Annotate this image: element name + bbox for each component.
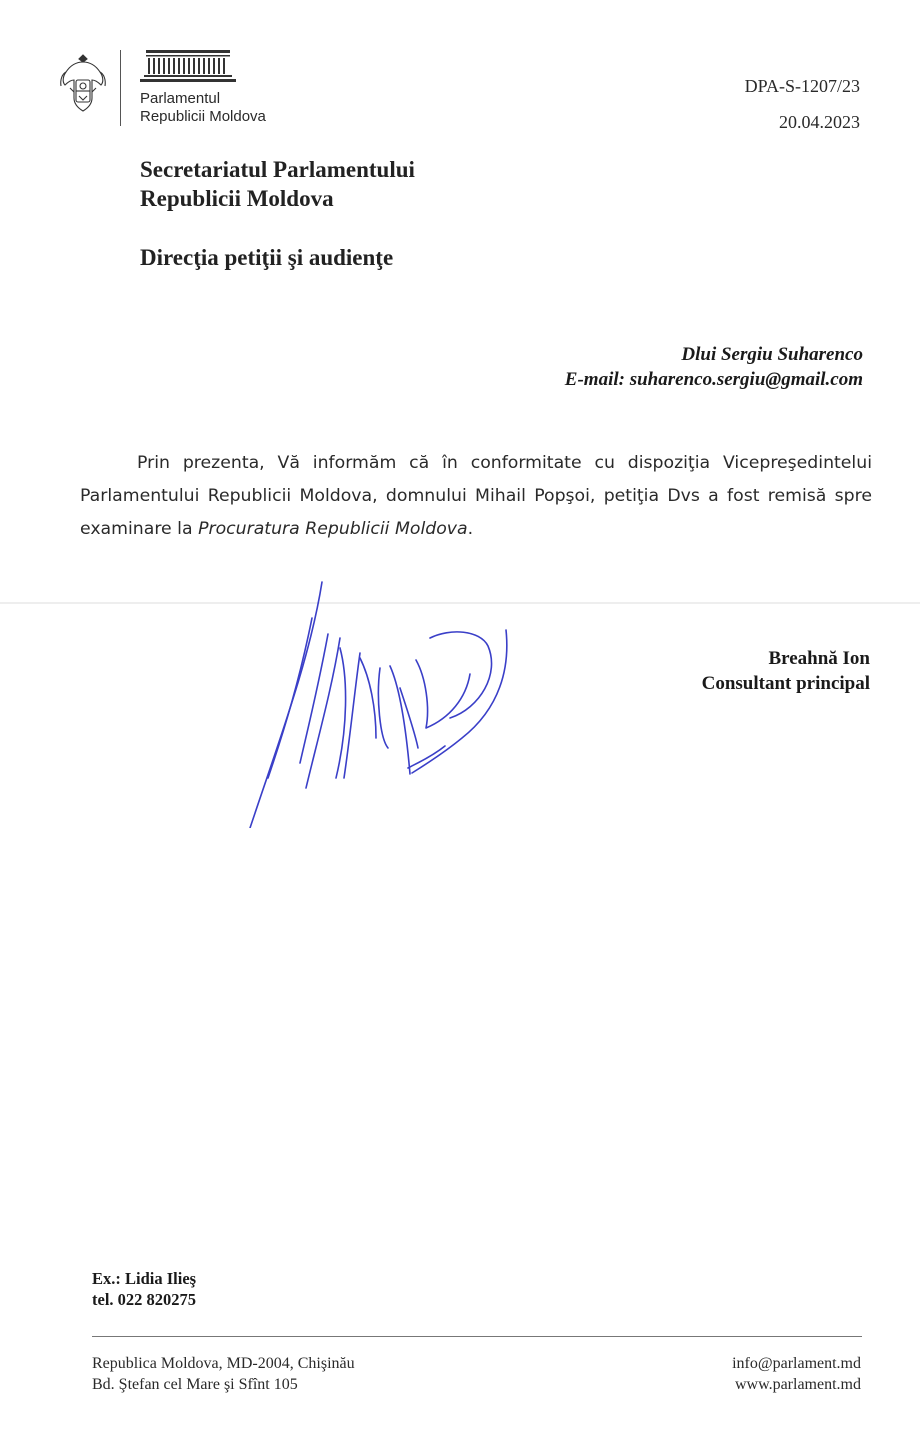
footer-address-line2: Bd. Ştefan cel Mare şi Sfînt 105 — [92, 1376, 298, 1393]
coat-of-arms-icon — [58, 52, 108, 114]
footer-website-link[interactable]: www.parlament.md — [734, 1376, 861, 1393]
document-reference — [745, 68, 860, 140]
secretariat-title-line2: Republicii Moldova — [140, 186, 334, 211]
footer-address-line1: Republica Moldova, MD-2004, Chişinău — [92, 1355, 355, 1372]
parliament-building-icon — [140, 48, 236, 82]
addressee-block — [565, 342, 863, 392]
institution-name-line2: Republicii Moldova — [140, 108, 266, 125]
footer-email-link[interactable]: info@parlament.md — [732, 1355, 861, 1372]
directorate-title: Direcţia petiţii şi audienţe — [140, 245, 394, 270]
handwritten-signature — [240, 578, 540, 828]
executor-phone: tel. 022 820275 — [92, 1290, 197, 1309]
body-text-end: . — [467, 519, 474, 539]
addressee-name: Dlui Sergiu Suharenco — [681, 344, 863, 365]
institution-name-line1: Parlamentul — [140, 90, 221, 107]
body-paragraph — [80, 447, 872, 546]
body-text: Prin prezenta, Vă informăm că în conformitate cu dispoziţia Vicepreşedintelui Parlamentului Republicii Moldova, domnului Mihail Popşoi, petiţia Dvs a fost remisă spre examinare la — [80, 453, 872, 539]
signatory-name: Breahnă Ion — [768, 648, 870, 669]
footer-divider — [92, 1336, 862, 1337]
secretariat-title-line1: Secretariatul Parlamentului — [140, 157, 415, 182]
header-divider — [120, 50, 121, 126]
body-institution: Procuratura Republicii Moldova — [198, 519, 468, 539]
executor-block — [92, 1268, 196, 1310]
secretariat-title — [140, 155, 415, 213]
document-date: 20.04.2023 — [779, 112, 860, 132]
signatory-title: Consultant principal — [701, 673, 870, 694]
reference-number: DPA-S-1207/23 — [744, 76, 860, 96]
signatory-block — [702, 646, 870, 696]
institution-name — [140, 90, 266, 126]
executor-name: Ex.: Lidia Ilieş — [92, 1269, 197, 1288]
footer-address — [92, 1353, 355, 1395]
footer-contacts — [732, 1353, 861, 1395]
addressee-email: E-mail: suharenco.sergiu@gmail.com — [564, 369, 863, 390]
letter-body — [80, 447, 872, 546]
